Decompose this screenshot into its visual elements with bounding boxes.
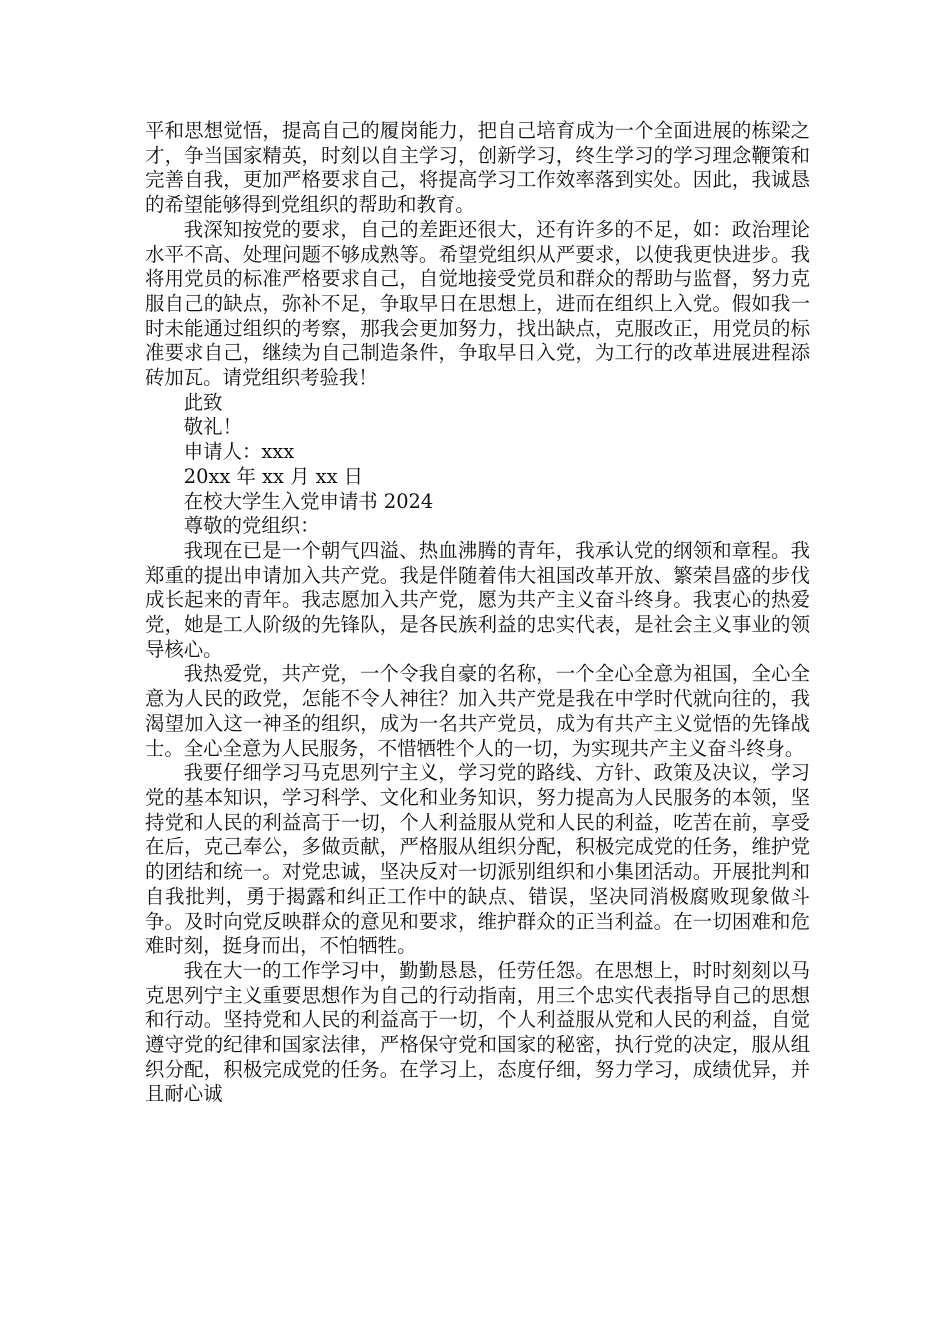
paragraph-study-commitment: 我要仔细学习马克思列宁主义，学习党的路线、方针、政策及决议，学习党的基本知识，学习科学、文化和业务知识，努力提高为人民服务的本领，坚持党和人民的利益高于一切，个人利益服从党和人民的利益，吃苦在前，享受在后，克己奉公，多做贡献，严格服从组织分配，积极完成党的任务，维护党的团结和统一。对党忠诚，坚决反对一切派别组织和小集团活动。开展批判和自我批判，勇于揭露和纠正工作中的缺点、错误，坚决同消极腐败现象做斗争。及时向党反映群众的意见和要求，维护群众的正当利益。在一切困难和危难时刻，挺身而出，不怕牺牲。 [145, 761, 810, 958]
closing-regards: 敬礼！ [183, 415, 242, 439]
applicant-line: 申请人：xxx [183, 440, 295, 464]
paragraph-continued: 平和思想觉悟，提高自己的履岗能力，把自己培育成为一个全面进展的栋梁之才，争当国家精英，时刻以自主学习，创新学习，终生学习的学习理念鞭策和完善自我，更加严格要求自己，将提高学习工作效率落到实处。因此，我诚恳的希望能够得到党组织的帮助和教育。 [145, 119, 810, 217]
section-title: 在校大学生入党申请书 2024 [183, 489, 434, 513]
paragraph-intro: 我现在已是一个朝气四溢、热血沸腾的青年，我承认党的纲领和章程。我郑重的提出申请加入共产党。我是伴随着伟大祖国改革开放、繁荣昌盛的步伐成长起来的青年。我志愿加入共产党，愿为共产主义奋斗终身。我衷心的热爱党，她是工人阶级的先锋队，是各民族利益的忠实代表，是社会主义事业的领导核心。 [145, 538, 810, 661]
date-line: 20xx 年 xx 月 xx 日 [183, 464, 364, 488]
paragraph-shortcomings: 我深知按党的要求，自己的差距还很大，还有许多的不足，如：政治理论水平不高、处理问题不够成熟等。希望党组织从严要求，以使我更快进步。我将用党员的标准严格要求自己，自觉地接受党员和群众的帮助与监督，努力克服自己的缺点，弥补不足，争取早日在思想上，进而在组织上入党。假如我一时未能通过组织的考察，那我会更加努力，找出缺点，克服改正，用党员的标准要求自己，继续为自己制造条件，争取早日入党，为工行的改革进展进程添砖加瓦。请党组织考验我！ [145, 217, 810, 390]
greeting-line: 尊敬的党组织： [183, 514, 320, 538]
paragraph-first-year: 我在大一的工作学习中，勤勤恳恳，任劳任怨。在思想上，时时刻刻以马克思列宁主义重要思想作为自己的行动指南，用三个忠实代表指导自己的思想和行动。坚持党和人民的利益高于一切，个人利益服从党和人民的利益，自觉遵守党的纪律和国家法律，严格保守党和国家的秘密，执行党的决定，服从组织分配，积极完成党的任务。在学习上，态度仔细，努力学习，成绩优异，并且耐心诚 [145, 958, 810, 1106]
paragraph-love-party: 我热爱党，共产党，一个令我自豪的名称，一个全心全意为祖国，全心全意为人民的政党，怎能不令人神往？加入共产党是我在中学时代就向往的，我渴望加入这一神圣的组织，成为一名共产党员，成为有共产主义觉悟的先锋战士。全心全意为人民服务，不惜牺牲个人的一切，为实现共产主义奋斗终身。 [145, 662, 810, 760]
closing-salutation: 此致 [183, 390, 223, 414]
document-body [145, 119, 810, 1107]
